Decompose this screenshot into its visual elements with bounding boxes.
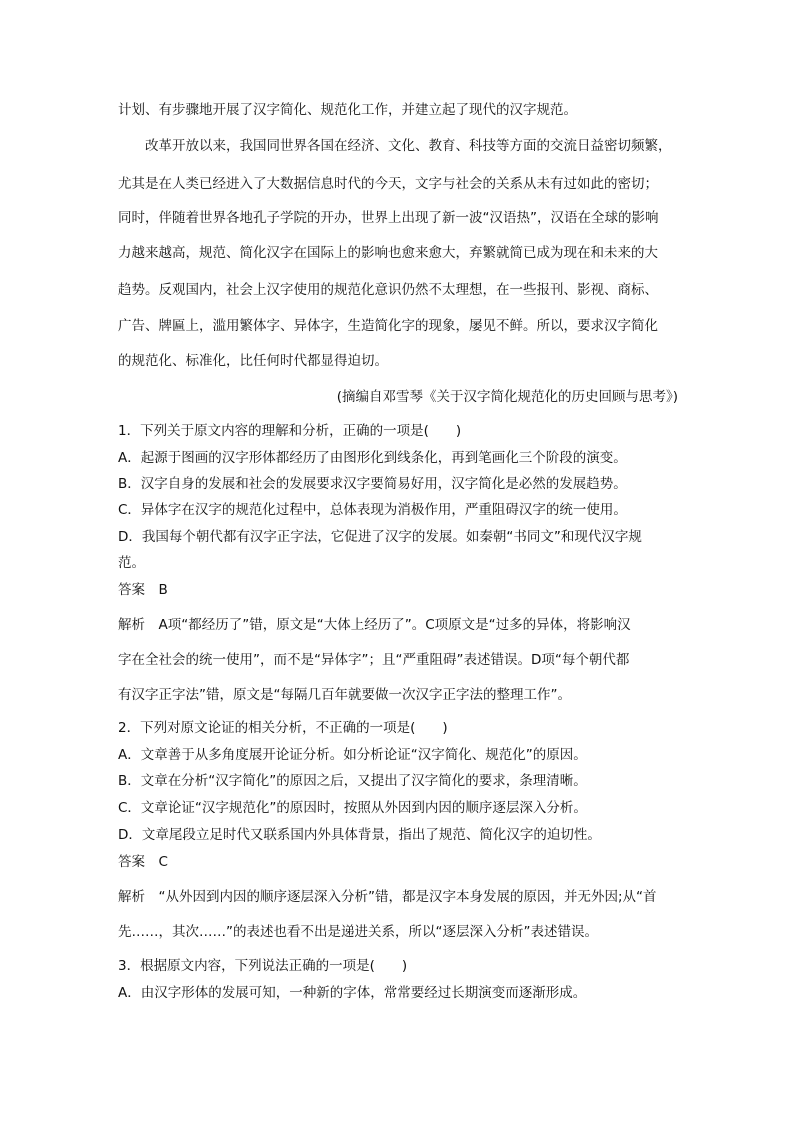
passage-line: 的规范化、标准化，比任何时代都显得迫切。: [118, 353, 388, 369]
passage-line: 尤其是在人类已经进入了大数据信息时代的今天，文字与社会的关系从未有过如此的密切；: [118, 176, 658, 192]
q1-answer: 答案 B: [118, 582, 168, 598]
passage-source: (摘编自邓雪琴《关于汉字简化规范化的历史回顾与思考》): [336, 389, 678, 405]
passage-line: 趋势。反观国内，社会上汉字使用的规范化意识仍然不太理想，在一些报刊、影视、商标、: [118, 282, 658, 298]
passage-line: 计划、有步骤地开展了汉字简化、规范化工作，并建立起了现代的汉字规范。: [118, 102, 577, 118]
passage-line: 广告、牌匾上，滥用繁体字、异体字，生造简化字的现象，屡见不鲜。所以，要求汉字简化: [118, 318, 658, 334]
passage-line: 同时，伴随着世界各地孔子学院的开办，世界上出现了新一波“汉语热”，汉语在全球的影响: [118, 210, 659, 226]
q3-option-a: A．由汉字形体的发展可知，一种新的字体，常常要经过长期演变而逐渐形成。: [118, 985, 587, 1001]
q2-option-b: B．文章在分析“汉字简化”的原因之后，又提出了汉字简化的要求，条理清晰。: [118, 773, 587, 789]
q2-option-a: A．文章善于从多角度展开论证分析。如分析论证“汉字简化、规范化”的原因。: [118, 747, 587, 763]
q2-answer: 答案 C: [118, 854, 168, 870]
q2-stem: 2．下列对原文论证的相关分析，不正确的一项是( ): [118, 720, 448, 736]
q3-stem: 3．根据原文内容，下列说法正确的一项是( ): [118, 958, 408, 974]
q1-stem: 1．下列关于原文内容的理解和分析，正确的一项是( ): [118, 423, 462, 439]
q1-analysis-line: 解析 A项“都经历了”错，原文是“大体上经历了”。C项原文是“过多的异体，将影响汉: [118, 617, 631, 633]
q1-option-a: A．起源于图画的汉字形体都经历了由图形化到线条化，再到笔画化三个阶段的演变。: [118, 450, 627, 466]
q1-option-d-cont: 范。: [118, 555, 145, 571]
q1-analysis-line: 有汉字正字法”错，原文是“每隔几百年就要做一次汉字正字法的整理工作”。: [118, 687, 571, 703]
q1-analysis-line: 字在全社会的统一使用”，而不是“异体字”；且“严重阻碍”表述错误。D项“每个朝代都: [118, 652, 630, 668]
q2-option-d: D．文章尾段立足时代又联系国内外具体背景，指出了规范、简化汉字的迫切性。: [118, 827, 601, 843]
passage-line: 改革开放以来，我国同世界各国在经济、文化、教育、科技等方面的交流日益密切频繁，: [145, 138, 672, 154]
passage-line: 力越来越高，规范、简化汉字在国际上的影响也愈来愈大，弃繁就简已成为现在和未来的大: [118, 245, 658, 261]
q2-analysis-line: 解析 “从外因到内因的顺序逐层深入分析”错，都是汉字本身发展的原因，并无外因;从“首: [118, 889, 657, 905]
q1-option-b: B．汉字自身的发展和社会的发展要求汉字要简易好用，汉字简化是必然的发展趋势。: [118, 476, 627, 492]
q2-option-c: C．文章论证“汉字规范化”的原因时，按照从外因到内因的顺序逐层深入分析。: [118, 800, 587, 816]
q1-option-d: D．我国每个朝代都有汉字正字法，它促进了汉字的发展。如秦朝“书同文”和现代汉字规: [118, 529, 642, 545]
q1-option-c: C．异体字在汉字的规范化过程中，总体表现为消极作用，严重阻碍汉字的统一使用。: [118, 502, 627, 518]
q2-analysis-line: 先……，其次……”的表述也看不出是递进关系，所以“逐层深入分析”表述错误。: [118, 924, 598, 940]
